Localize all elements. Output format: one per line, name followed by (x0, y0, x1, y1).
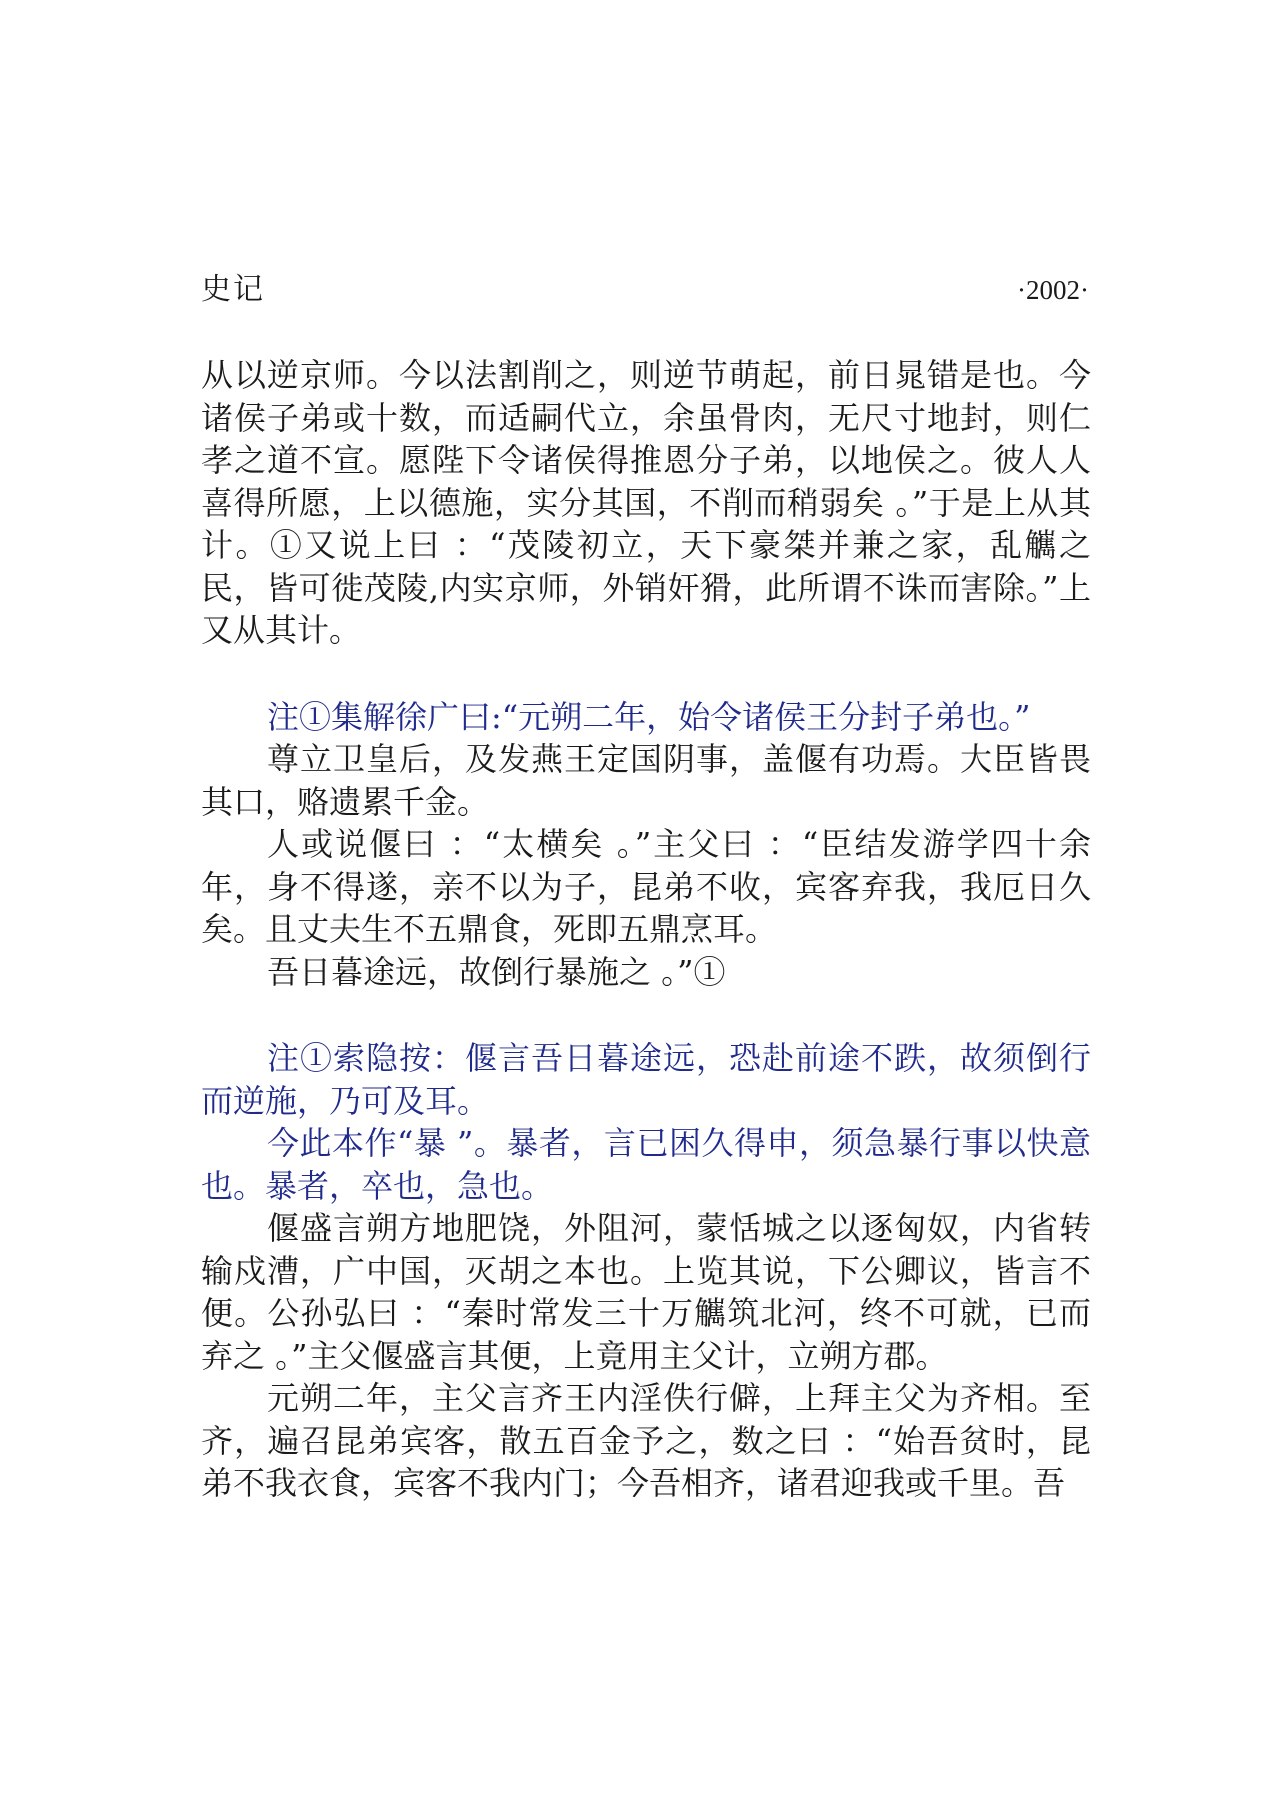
page-header (201, 268, 1089, 312)
body-paragraph: 人或说偃曰 ：“太横矣 。”主父曰 ：“臣结发游学四十余年，身不得遂，亲不以为子，昆弟不收，宾客弃我，我厄日久矣。且丈夫生不五鼎食，死即五鼎烹耳。 (201, 825, 1091, 948)
book-title: 史记 (201, 272, 265, 307)
main-text (201, 354, 1091, 1505)
body-paragraph: 元朔二年，主父言齐王内淫佚行僻，上拜主父为齐相。至齐，遍召昆弟宾客，散五百金予之，数之曰 ：“始吾贫时，昆弟不我衣食，宾客不我内门；今吾相齐，诸君迎我或千里。吾 (201, 1379, 1091, 1502)
body-paragraph: 偃盛言朔方地肥饶，外阻河，蒙恬城之以逐匈奴，内省转输戍漕，广中国，灭胡之本也。上览其说，下公卿议，皆言不便。公孙弘曰 ：“秦时常发三十万觽筑北河，终不可就，已而弃之 。”主父偃盛言其便，上竟用主父计，立朔方郡。 (201, 1209, 1091, 1375)
body-paragraph: 尊立卫皇后，及发燕王定国阴事，盖偃有功焉。大臣皆畏其口，赂遗累千金。 (201, 740, 1091, 821)
body-paragraph: 从以逆京师。今以法割削之，则逆节萌起，前日晁错是也。今诸侯子弟或十数，而适嗣代立，余虽骨肉，无尺寸地封，则仁孝之道不宣。愿陛下令诸侯得推恩分子弟，以地侯之。彼人人喜得所愿，上以德施，实分其国，不削而稍弱矣 。”于是上从其计。①又说上曰 ：“茂陵初立，天下豪桀并兼之家，乱觽之民，皆可徙茂陵,内实京师，外销奸猾，此所谓不诛而害除。”上又从其计。 (201, 356, 1091, 649)
annotation-note: 今此本作“暴 ”。暴者，言已困久得申，须急暴行事以快意也。暴者，卒也，急也。 (201, 1124, 1091, 1205)
spacer (201, 993, 1091, 1037)
spacer (201, 652, 1091, 696)
annotation-note: 注①集解徐广曰:“元朔二年，始令诸侯王分封子弟也。” (267, 697, 1031, 736)
body-paragraph: 吾日暮途远，故倒行暴施之 。”① (267, 952, 726, 991)
page-number: ·2002· (1017, 275, 1089, 305)
annotation-note: 注①索隐按：偃言吾日暮途远，恐赴前途不跌，故须倒行而逆施，乃可及耳。 (201, 1039, 1091, 1120)
